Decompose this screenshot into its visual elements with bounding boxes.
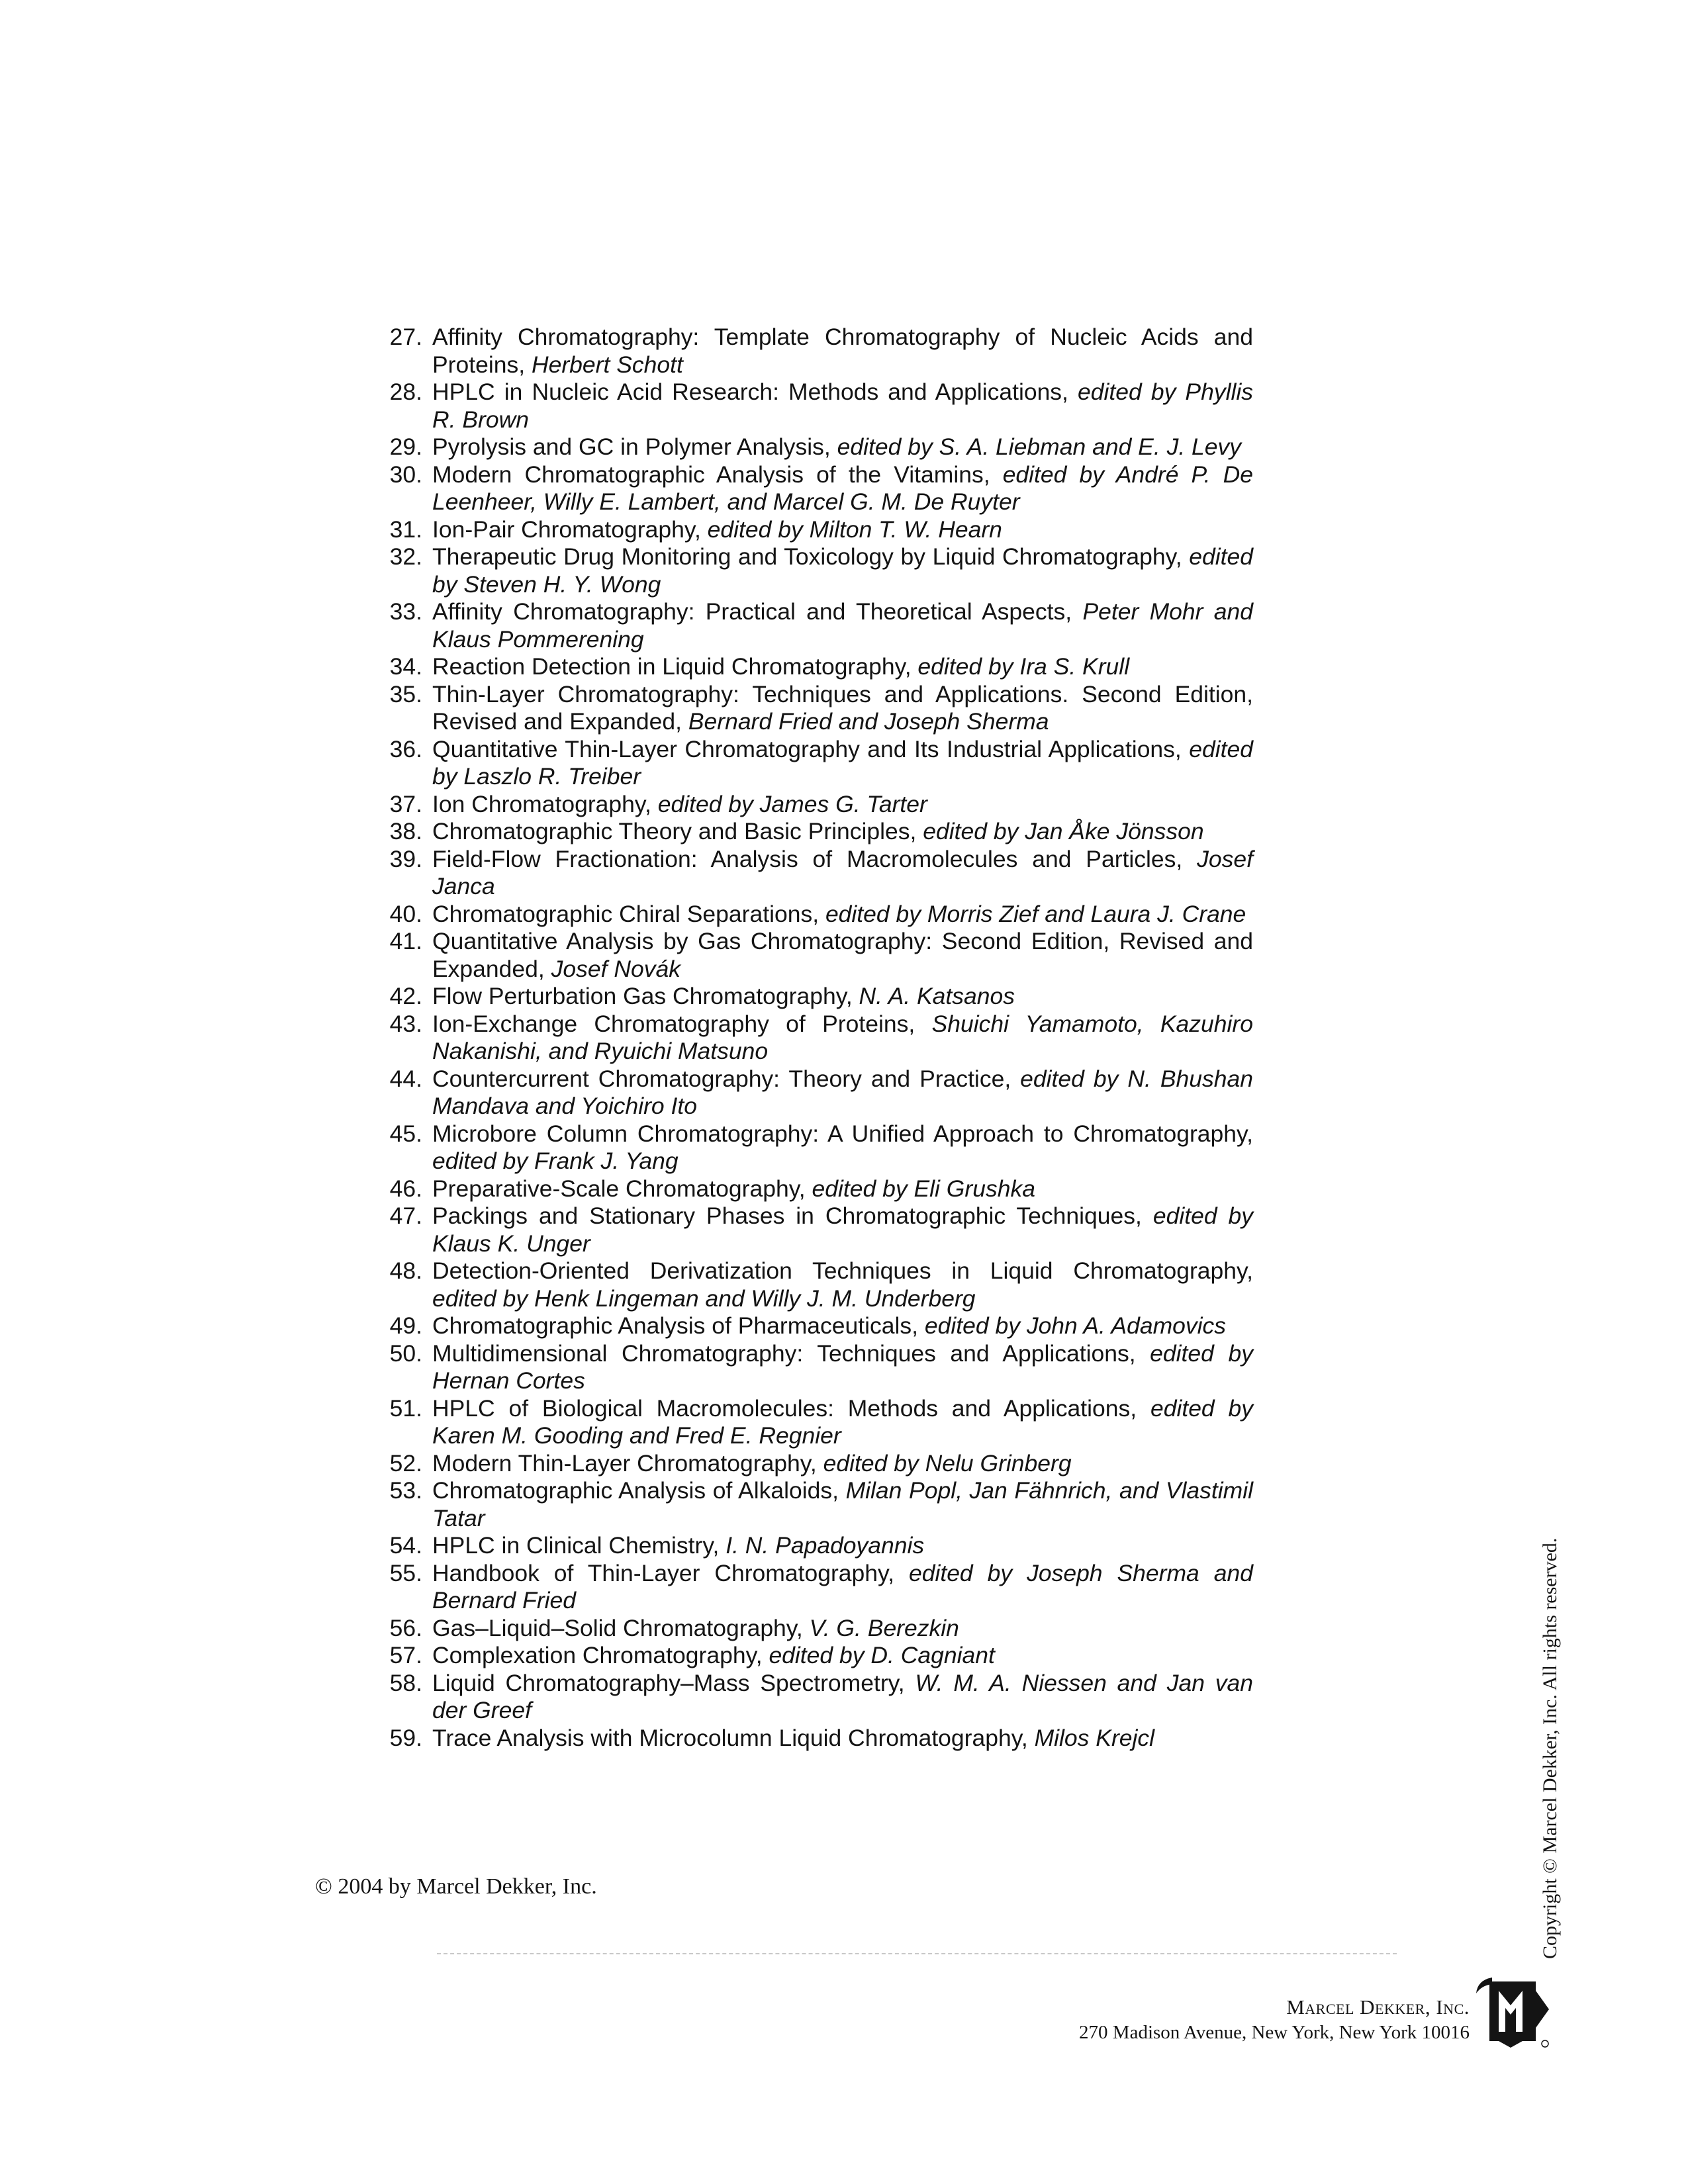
entry-title: Chromatographic Analysis of Pharmaceuticals, (432, 1312, 925, 1339)
entry-title: Multidimensional Chromatography: Techniques and Applications, (432, 1340, 1150, 1367)
page-copyright: © 2004 by Marcel Dekker, Inc. (315, 1874, 597, 1899)
entry-title: HPLC in Nucleic Acid Research: Methods and Applications, (432, 379, 1078, 405)
scan-rule (437, 1953, 1397, 1954)
entry-number: 28. (389, 379, 422, 405)
series-entry (383, 1312, 1253, 1340)
series-entry (383, 681, 1253, 736)
entry-number: 35. (389, 680, 422, 707)
entry-author: Peter Mohr and Klaus Pommerening (432, 598, 1254, 653)
entry-title: Modern Thin-Layer Chromatography, (432, 1449, 823, 1477)
entry-author: edited by Frank J. Yang (432, 1148, 679, 1174)
entry-title: Chromatographic Analysis of Alkaloids, (432, 1477, 846, 1504)
entry-title: HPLC of Biological Macromolecules: Methods and Applications, (432, 1394, 1150, 1422)
series-list (383, 324, 1253, 1752)
series-entry (383, 433, 1253, 461)
entry-number: 50. (389, 1340, 422, 1367)
entry-title: Pyrolysis and GC in Polymer Analysis, (432, 433, 837, 460)
series-entry (383, 1203, 1253, 1257)
series-entry (383, 736, 1253, 791)
series-entry (383, 1340, 1253, 1395)
entry-number: 53. (389, 1477, 422, 1504)
entry-number: 59. (389, 1724, 422, 1751)
entry-number: 31. (389, 516, 422, 543)
series-entry (383, 846, 1253, 901)
entry-title: Preparative-Scale Chromatography, (432, 1175, 812, 1202)
entry-number: 38. (389, 818, 422, 844)
entry-author: Shuichi Yamamoto, Kazuhiro Nakanishi, and Ryuichi Matsuno (432, 1010, 1253, 1064)
series-entry (383, 1257, 1253, 1312)
entry-title: Gas–Liquid–Solid Chromatography, (432, 1614, 810, 1641)
series-entry (383, 1615, 1253, 1643)
series-entry (383, 1670, 1253, 1725)
publisher-address: 270 Madison Avenue, New York, New York 10016 (1079, 2022, 1470, 2043)
entry-author: Herbert Schott (531, 351, 683, 378)
entry-number: 47. (389, 1203, 422, 1229)
series-entry (383, 1642, 1253, 1670)
entry-number: 42. (389, 983, 422, 1009)
series-entry (383, 1066, 1253, 1120)
entry-number: 51. (389, 1394, 422, 1422)
entry-author: edited by Steven H. Y. Wong (432, 543, 1253, 598)
entry-number: 30. (389, 461, 422, 488)
entry-number: 41. (389, 928, 422, 954)
series-entry (383, 379, 1253, 433)
entry-author: Milos Krejcl (1034, 1724, 1155, 1751)
entry-title: Packings and Stationary Phases in Chromatographic Techniques, (432, 1203, 1153, 1229)
series-entry (383, 1120, 1253, 1175)
series-entry (383, 1532, 1253, 1560)
entry-number: 29. (389, 433, 422, 460)
entry-number: 57. (389, 1642, 422, 1668)
entry-number: 36. (389, 735, 422, 762)
entry-title: Chromatographic Theory and Basic Principles, (432, 818, 923, 844)
entry-number: 27. (389, 324, 422, 350)
entry-title: HPLC in Clinical Chemistry, (432, 1532, 726, 1559)
series-entry (383, 1477, 1253, 1532)
entry-author: edited by Ira S. Krull (917, 653, 1130, 680)
entry-author: I. N. Papadoyannis (726, 1532, 925, 1559)
entry-author: edited by N. Bhushan Mandava and Yoichiro Ito (432, 1065, 1253, 1119)
entry-title: Handbook of Thin-Layer Chromatography, (432, 1559, 909, 1586)
entry-title: Detection-Oriented Derivatization Techniques in Liquid Chromatography, (432, 1257, 1253, 1284)
series-entry (383, 1395, 1253, 1450)
entry-title: Field-Flow Fractionation: Analysis of Macromolecules and Particles, (432, 845, 1197, 872)
entry-title: Thin-Layer Chromatography: Techniques and Applications. Second Edition, Revised and Expanded, (432, 680, 1253, 735)
entry-author: edited by Karen M. Gooding and Fred E. Regnier (432, 1394, 1253, 1449)
entry-author: edited by D. Cagniant (769, 1642, 995, 1668)
series-entry (383, 1450, 1253, 1478)
series-entry (383, 1175, 1253, 1203)
series-entry (383, 543, 1253, 598)
entry-title: Complexation Chromatography, (432, 1642, 769, 1668)
entry-number: 54. (389, 1532, 422, 1559)
series-entry (383, 653, 1253, 681)
entry-title: Therapeutic Drug Monitoring and Toxicology by Liquid Chromatography, (432, 543, 1190, 570)
entry-number: 56. (389, 1614, 422, 1641)
entry-number: 55. (389, 1559, 422, 1586)
series-entry (383, 1560, 1253, 1615)
entry-title: Microbore Column Chromatography: A Unified Approach to Chromatography, (432, 1120, 1253, 1147)
entry-number: 44. (389, 1065, 422, 1092)
entry-number: 34. (389, 653, 422, 680)
entry-title: Countercurrent Chromatography: Theory and Practice, (432, 1065, 1021, 1092)
series-entry (383, 928, 1253, 983)
entry-title: Flow Perturbation Gas Chromatography, (432, 983, 859, 1009)
entry-number: 37. (389, 790, 422, 817)
entry-title: Affinity Chromatography: Template Chromatography of Nucleic Acids and Proteins, (432, 324, 1253, 378)
entry-author: edited by Jan Åke Jönsson (923, 818, 1204, 844)
rights-vertical: Copyright © Marcel Dekker, Inc. All rights reserved. (1539, 1537, 1561, 1959)
entry-number: 49. (389, 1312, 422, 1339)
entry-number: 43. (389, 1010, 422, 1037)
entry-title: Ion-Pair Chromatography, (432, 516, 708, 543)
series-entry (383, 598, 1253, 653)
entry-author: edited by S. A. Liebman and E. J. Levy (837, 433, 1242, 460)
marcel-dekker-logo-icon (1472, 1971, 1552, 2049)
series-entry (383, 901, 1253, 929)
entry-author: N. A. Katsanos (859, 983, 1015, 1009)
entry-title: Quantitative Analysis by Gas Chromatography: Second Edition, Revised and Expanded, (432, 928, 1253, 982)
entry-author: edited by John A. Adamovics (924, 1312, 1227, 1339)
publisher-block (1033, 1995, 1470, 2045)
publisher-name: Marcel Dekker, Inc. (1286, 1995, 1470, 2019)
series-entry (383, 983, 1253, 1011)
entry-author: edited by Hernan Cortes (432, 1340, 1253, 1394)
entry-title: Trace Analysis with Microcolumn Liquid Chromatography, (432, 1724, 1035, 1751)
entry-author: Josef Janca (432, 845, 1253, 899)
entry-title: Chromatographic Chiral Separations, (432, 900, 825, 927)
series-entry (383, 461, 1253, 516)
entry-author: V. G. Berezkin (809, 1614, 959, 1641)
entry-number: 32. (389, 543, 422, 570)
entry-title: Liquid Chromatography–Mass Spectrometry, (432, 1669, 915, 1696)
entry-title: Quantitative Thin-Layer Chromatography and Its Industrial Applications, (432, 735, 1190, 762)
series-entry (383, 818, 1253, 846)
entry-author: edited by Nelu Grinberg (823, 1449, 1072, 1477)
entry-author: edited by James G. Tarter (657, 790, 927, 817)
entry-author: edited by Morris Zief and Laura J. Crane (825, 900, 1246, 927)
entry-author: edited by Milton T. W. Hearn (707, 516, 1002, 543)
entry-author: edited by Joseph Sherma and Bernard Fried (432, 1559, 1253, 1614)
entry-number: 52. (389, 1449, 422, 1477)
series-entry (383, 1011, 1253, 1066)
entry-title: Modern Chromatographic Analysis of the Vitamins, (432, 461, 1003, 488)
entry-title: Ion-Exchange Chromatography of Proteins, (432, 1010, 932, 1037)
series-entry (383, 1725, 1253, 1752)
entry-number: 48. (389, 1257, 422, 1284)
entry-number: 33. (389, 598, 422, 625)
series-entry (383, 516, 1253, 544)
entry-author: edited by André P. De Leenheer, Willy E. Lambert, and Marcel G. M. De Ruyter (432, 461, 1253, 515)
entry-number: 58. (389, 1669, 422, 1696)
entry-author: edited by Henk Lingeman and Willy J. M. Underberg (432, 1285, 976, 1312)
entry-number: 46. (389, 1175, 422, 1202)
series-entry (383, 791, 1253, 819)
entry-number: 40. (389, 900, 422, 927)
series-entry (383, 324, 1253, 379)
entry-number: 39. (389, 845, 422, 872)
entry-author: edited by Phyllis R. Brown (432, 379, 1253, 433)
entry-title: Affinity Chromatography: Practical and Theoretical Aspects, (432, 598, 1083, 625)
entry-author: edited by Laszlo R. Treiber (432, 735, 1253, 790)
entry-author: Bernard Fried and Joseph Sherma (688, 708, 1049, 735)
entry-author: edited by Klaus K. Unger (432, 1203, 1253, 1257)
entry-title: Reaction Detection in Liquid Chromatography, (432, 653, 918, 680)
entry-author: W. M. A. Niessen and Jan van der Greef (432, 1669, 1253, 1723)
entry-author: edited by Eli Grushka (812, 1175, 1035, 1202)
entry-author: Milan Popl, Jan Fähnrich, and Vlastimil Tatar (432, 1477, 1254, 1531)
entry-title: Ion Chromatography, (432, 790, 658, 817)
entry-author: Josef Novák (551, 955, 680, 982)
entry-number: 45. (389, 1120, 422, 1147)
